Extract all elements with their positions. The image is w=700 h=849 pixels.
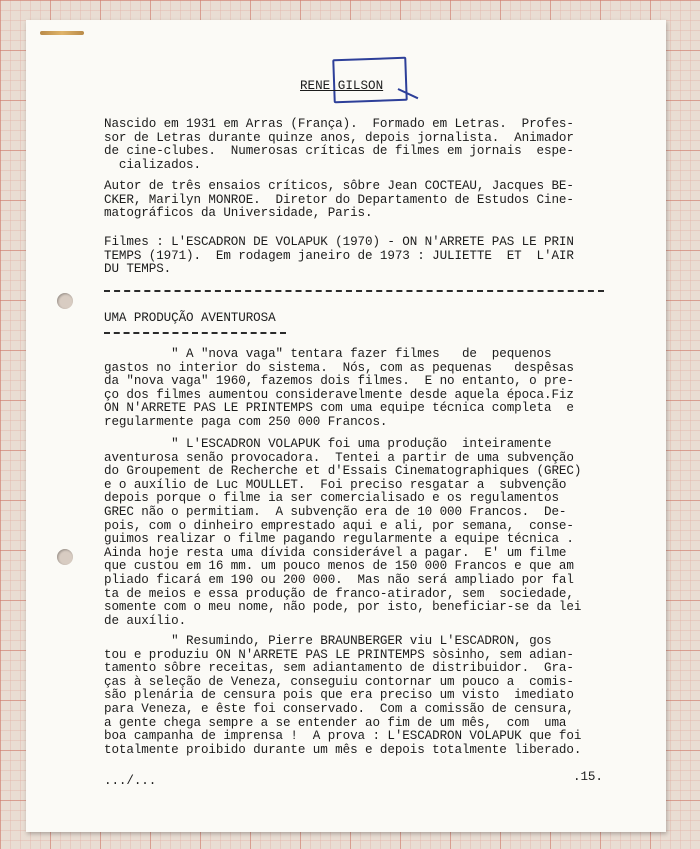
films-paragraph: Filmes : L'ESCADRON DE VOLAPUK (1970) - ON N'ARRETE PAS LE PRIN TEMPS (1971). Em rodagem janeiro de 1973 : JULIETTE ET L'AIR DU TEMPS. (104, 235, 574, 277)
staple (40, 31, 84, 35)
quote-paragraph-3: " Resumindo, Pierre BRAUNBERGER viu L'ESCADRON, gos tou e produziu ON N'ARRETE PAS LE PRINTEMPS sòsinho, sem adian- tamento sôbre receitas, sem adiantamento de distribuidor. Gra- ças à seleção de Veneza, conseguiu contornar um pouco a comis- são plenária de censura pois que era preciso um visto imediato para Veneza, e êste foi conservado. Com a comissão de censura, a gente chega sempre a se entender ao fim de um mês, com uma boa campanha de imprensa ! A prova : L'ESCADRON VOLAPUK que foi totalmente proibido durante um mês e depois totalmente liberado. (104, 634, 582, 757)
author-name: RENE GILSON (300, 79, 384, 93)
punch-hole (57, 549, 73, 565)
continued-marker: .../... (104, 774, 157, 788)
quote-paragraph-2: " L'ESCADRON VOLAPUK foi uma produção inteiramente aventurosa senão provocadora. Tentei a partir de uma subvenção do Groupement de Recherche et d'Essais Cinematographiques (GREC) e o auxílio de Luc MOULLET. Foi preciso resgatar a subvenção depois porque o filme ia ser comercialisado e os regulamentos GREC não o permitiam. A subvenção era de 10 000 Francos. De- pois, com o dinheiro emprestado aqui e ali, por semana, conse- guimos realizar o filme pagando regularmente a equipe técnica . Ainda hoje resta uma dívida considerável a pagar. E' um filme que custou em 16 mm. um pouco menos de 150 000 Francos e que am pliado ficará em 190 ou 200 000. Mas não será ampliado por fal ta de meios e essa produção de franco-atirador, sem sociedade, somente com o meu nome, não pode, por isto, beneficiar-se da lei de auxílio. (104, 437, 582, 628)
bio-paragraph: Nascido em 1931 em Arras (França). Formado em Letras. Profes- sor de Letras durante quinze anos, depois jornalista. Animador de cine-clubes. Numerosas críticas de filmes em jornais espe- cializados. (104, 117, 574, 172)
heading-underline (104, 332, 286, 334)
section-heading: UMA PRODUÇÃO AVENTUROSA (104, 311, 276, 325)
dashed-separator (104, 290, 604, 292)
punch-hole (57, 293, 73, 309)
works-paragraph: Autor de três ensaios críticos, sôbre Jean COCTEAU, Jacques BE- CKER, Marilyn MONROE. Diretor do Departamento de Estudos Cine- matográficos da Universidade, Paris. (104, 179, 574, 221)
page-number: .15. (573, 770, 603, 784)
quote-paragraph-1: " A "nova vaga" tentara fazer filmes de pequenos gastos no interior do sistema. Nós, com as pequenas despêsas da "nova vaga" 1960, fazemos dois filmes. E no entanto, o pre- ço dos filmes aumentou consideravelmente desde aquela época.Fiz ON N'ARRETE PAS LE PRINTEMPS com uma equipe técnica completa e regularmente paga com 250 000 Francos. (104, 347, 574, 429)
